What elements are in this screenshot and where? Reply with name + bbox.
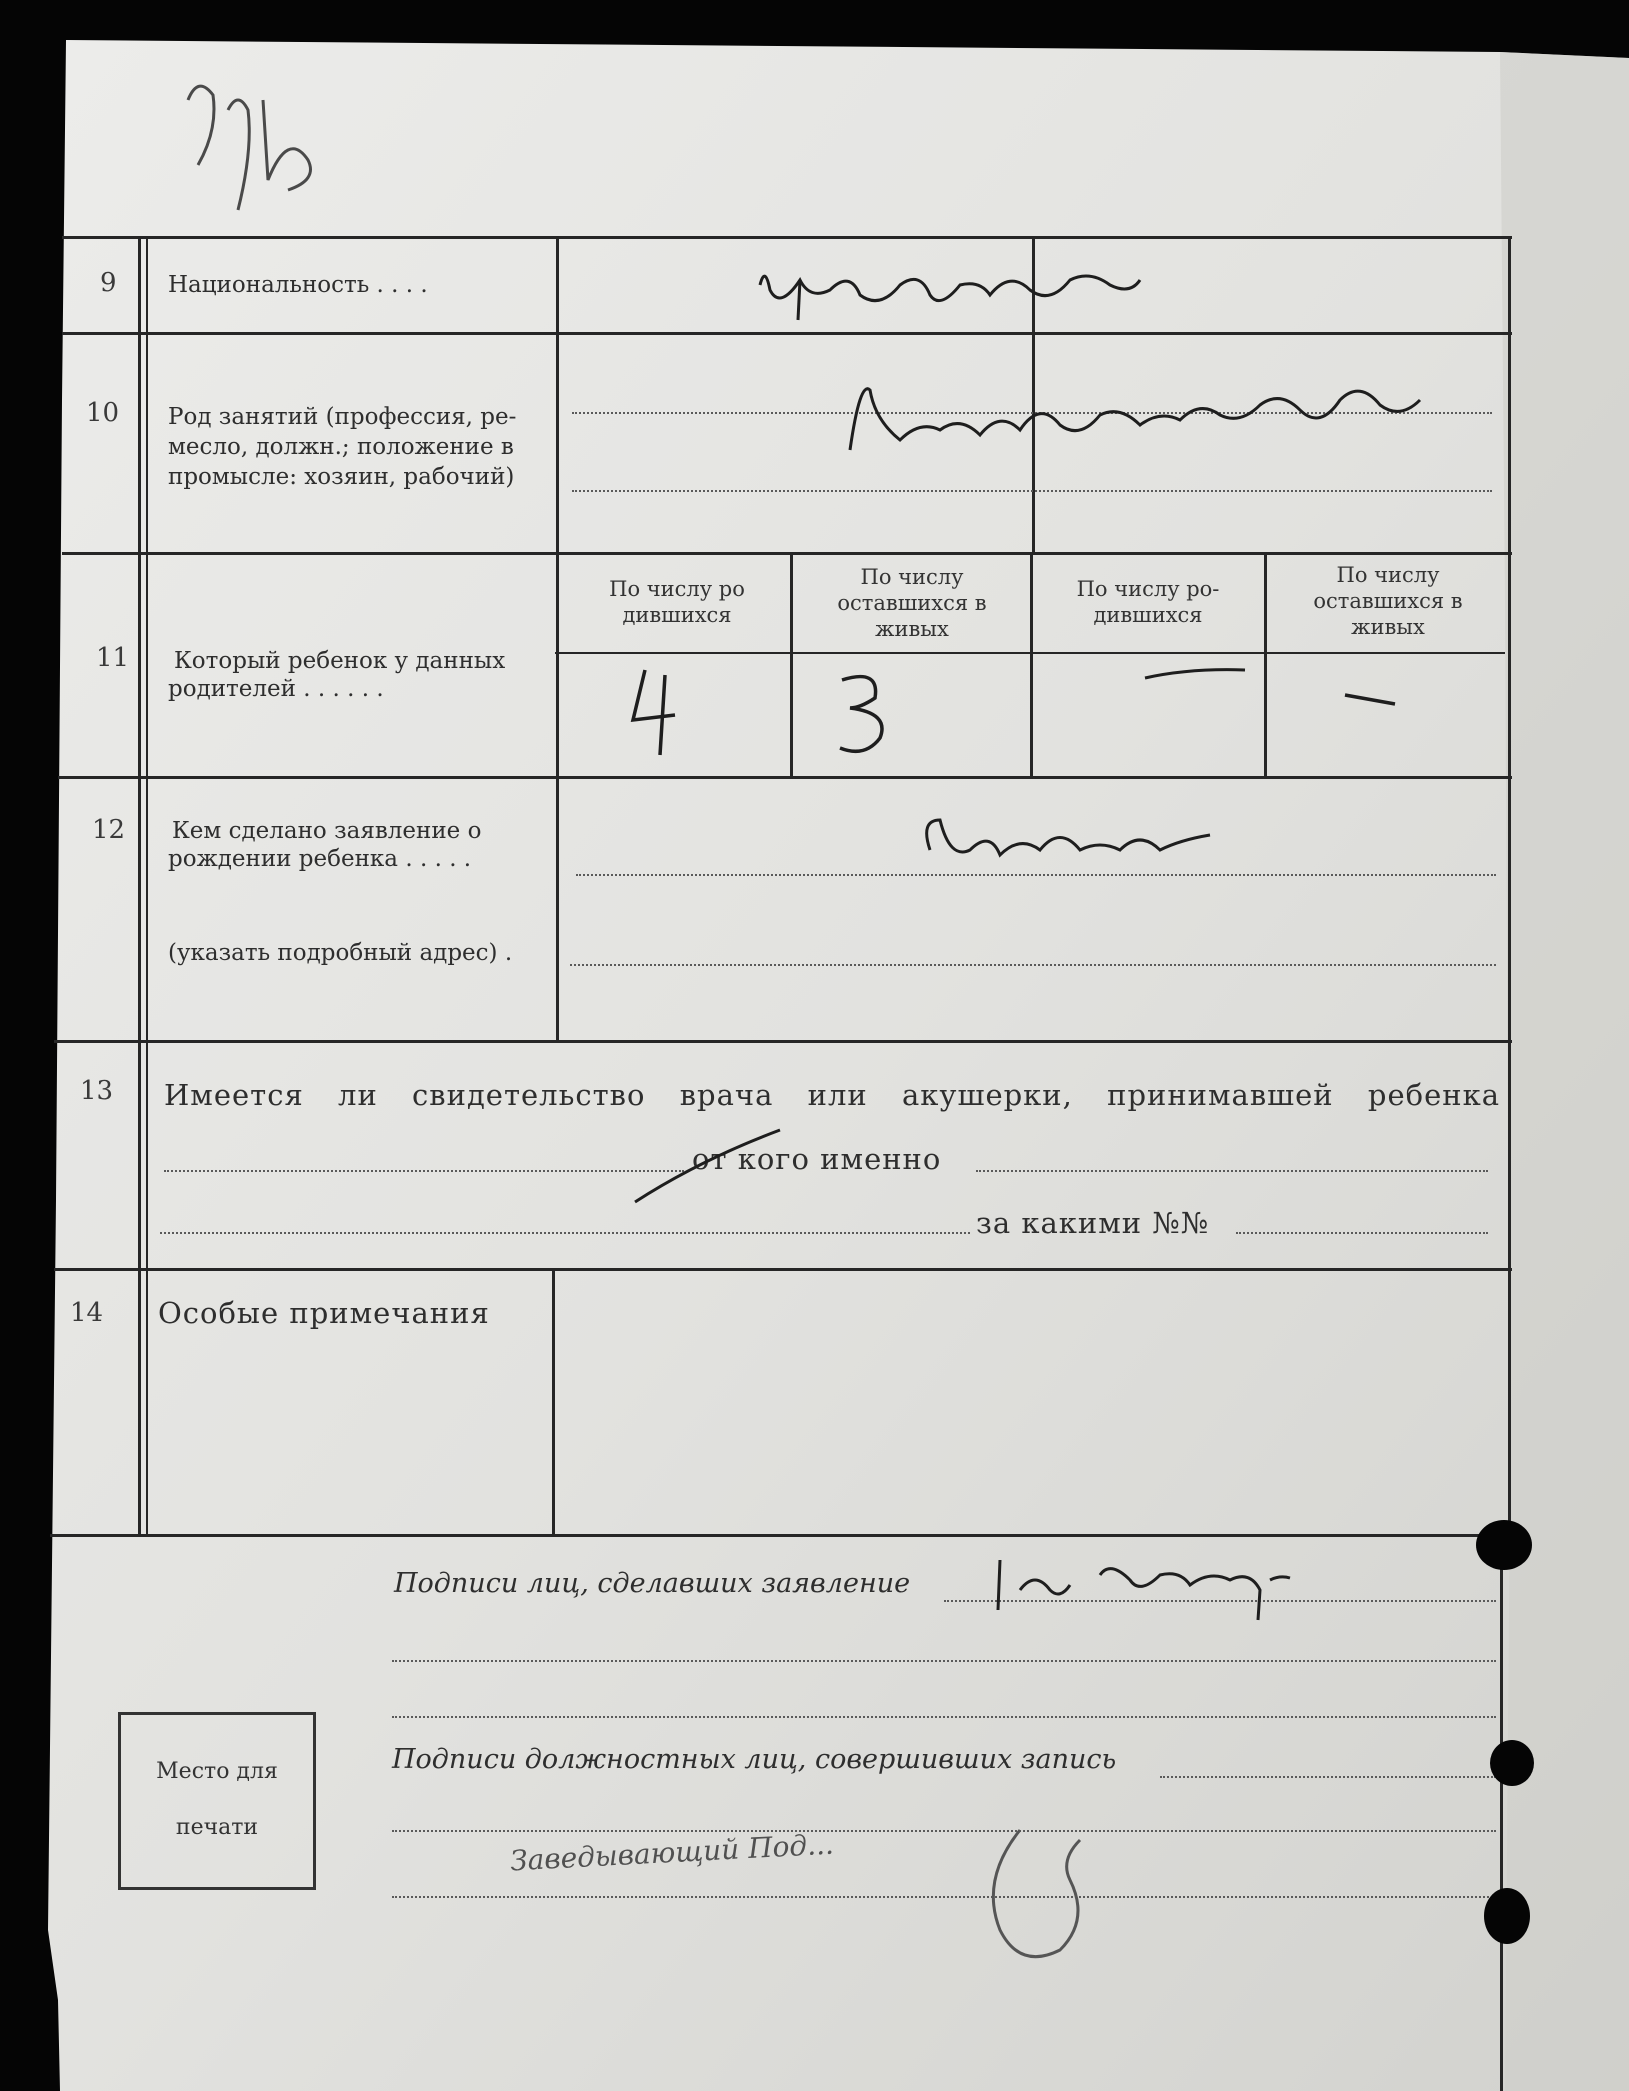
- row-13-number: 13: [80, 1076, 114, 1106]
- rule-top: [62, 236, 1512, 239]
- row-11-header-col-2: По числу оставшихся в живых: [837, 565, 987, 641]
- row-10-label-line-3: промысле: хозяин, рабочий): [168, 464, 515, 490]
- row-12-number: 12: [92, 815, 126, 845]
- row-13-dotted-line-3: [160, 1232, 970, 1234]
- rule-label-col-14: [552, 1268, 555, 1534]
- row-13-from-whom: от кого именно: [692, 1142, 942, 1176]
- applicants-signature-label: Подписи лиц, сделавших заявление: [394, 1568, 911, 1599]
- row-14-label: Особые примечания: [158, 1296, 490, 1330]
- seal-placeholder-box: [118, 1712, 316, 1890]
- row-10-dotted-line-2: [572, 490, 1492, 492]
- rule-right: [1508, 236, 1511, 1536]
- rule-right-outer: [1500, 1534, 1503, 2091]
- rule-11-col-3: [1030, 552, 1033, 776]
- row-13-numbers-label: за какими №№: [976, 1206, 1210, 1240]
- row-11-label-line-2: родителей . . . . . .: [168, 676, 384, 702]
- applicants-dotted-line-2: [392, 1660, 1496, 1662]
- seal-label-line-1: Место для: [156, 1759, 278, 1784]
- row-12-dotted-line-1: [576, 874, 1496, 876]
- row-11-label-line-1: Который ребенок у данных: [174, 648, 506, 674]
- rule-label-col: [556, 236, 559, 1042]
- officials-signature-label: Подписи должностных лиц, совершивших запись: [392, 1744, 1117, 1775]
- row-12-label-line-2: рождении ребенка . . . . .: [168, 846, 472, 872]
- row-11-header-col-3: По числу ро- дившихся: [1076, 577, 1220, 627]
- row-13-dotted-line-2: [976, 1170, 1488, 1172]
- row-9-label: Национальность . . . .: [168, 272, 428, 298]
- rule-11-col-2: [790, 552, 793, 776]
- row-13-dotted-line-4: [1236, 1232, 1488, 1234]
- rule-left: [138, 236, 141, 1534]
- applicants-dotted-line-1: [944, 1600, 1496, 1602]
- row-13-dotted-line-1: [164, 1170, 684, 1172]
- row-10-label-line-1: Род занятий (профессия, ре-: [168, 404, 517, 430]
- row-11-number: 11: [96, 643, 130, 673]
- row-10-label-line-2: месло, должн.; положение в: [168, 434, 514, 460]
- rule-10-11: [62, 552, 1512, 555]
- rule-bottom: [50, 1534, 1512, 1537]
- row-12-dotted-line-2: [570, 964, 1496, 966]
- officials-dotted-line-3: [392, 1896, 1496, 1898]
- seal-label-line-2: печати: [175, 1815, 259, 1840]
- applicants-dotted-line-3: [392, 1716, 1496, 1718]
- punch-hole-2: [1490, 1740, 1534, 1786]
- row-12-label-line-1: Кем сделано заявление о: [172, 818, 482, 844]
- official-title-stamp: Заведывающий Под...: [509, 1827, 835, 1878]
- rule-12-13: [54, 1040, 1512, 1043]
- row-12-address-label: (указать подробный адрес) .: [168, 940, 513, 966]
- row-10-dotted-line-1: [572, 412, 1492, 414]
- row-10-number: 10: [86, 398, 120, 428]
- punch-hole-1: [1476, 1520, 1532, 1570]
- rule-11-col-4: [1264, 552, 1267, 776]
- row-13-question: Имеется ли свидетельство врача или акушерки, принимавшей ребенка: [164, 1078, 1500, 1112]
- rule-col-b: [1032, 236, 1035, 552]
- row-11-header-col-1: По числу ро дившихся: [609, 577, 745, 627]
- rule-9-10: [62, 332, 1512, 335]
- rule-left-2: [146, 236, 148, 1534]
- row-14-number: 14: [70, 1298, 104, 1328]
- row-11-header-col-4: По числу оставшихся в живых: [1313, 563, 1463, 639]
- archive-number-handwritten: [168, 70, 338, 220]
- rule-11-12: [58, 776, 1512, 779]
- officials-dotted-line-1: [1160, 1776, 1496, 1778]
- officials-dotted-line-2: [392, 1830, 1496, 1832]
- rule-13-14: [54, 1268, 1512, 1271]
- row-9-number: 9: [100, 268, 117, 298]
- punch-hole-3: [1484, 1888, 1530, 1944]
